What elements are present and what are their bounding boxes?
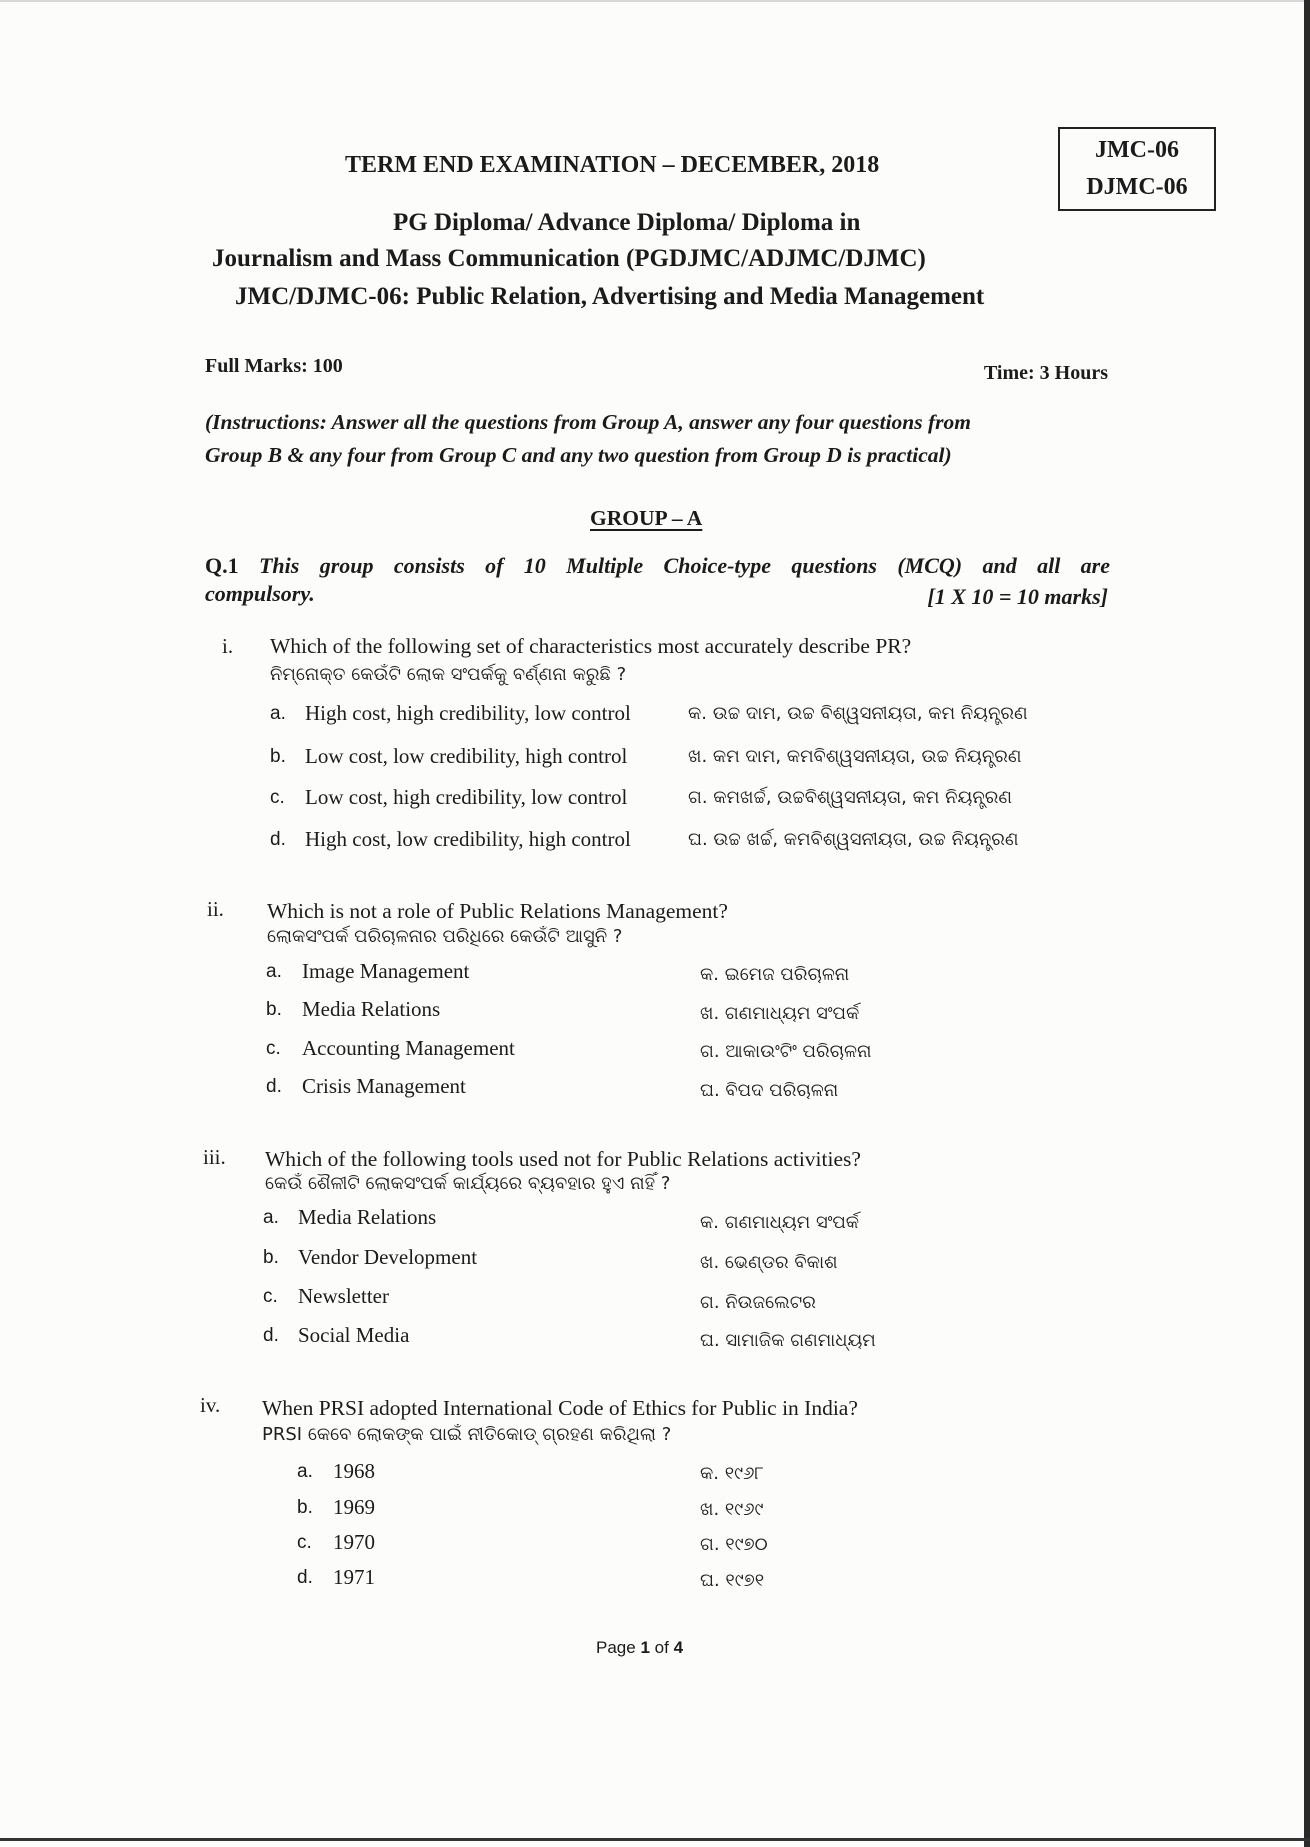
option-text-odia: ଖ. ଭେଣ୍ଡର ବିକାଶ bbox=[700, 1252, 838, 1273]
option-text: High cost, high credibility, low control bbox=[305, 701, 631, 725]
question-text-odia: ଲୋକସଂପର୍କ ପରିଚାଳନାର ପରିଧିରେ କେଉଁଟି ଆସୁନି ? bbox=[267, 926, 623, 947]
q1-label: Q.1 bbox=[205, 553, 239, 578]
program-line-2: Journalism and Mass Communication (PGDJMC/ADJMC/DJMC) bbox=[212, 245, 926, 272]
option-text-odia: ଘ. ଉଚ୍ଚ ଖର୍ଚ୍ଚ, କମବିଶ୍ୱସନୀୟତା, ଉଚ୍ଚ ନିୟନ୍ତ୍ରଣ bbox=[688, 829, 1019, 850]
option-text-odia: କ. ଇମେଜ ପରିଚାଳନା bbox=[700, 964, 850, 985]
q1-text-line-1: This group consists of 10 Multiple Choice-type questions (MCQ) and all are bbox=[258, 553, 1110, 578]
option-text: Low cost, high credibility, low control bbox=[305, 785, 628, 809]
paper-code-line-1: JMC-06 bbox=[1095, 137, 1179, 163]
option-text-odia: ଗ. ୧୯୭୦ bbox=[700, 1534, 768, 1555]
question-number: iii. bbox=[203, 1145, 226, 1169]
question-text-odia: PRSI କେବେ ଲୋକଙ୍କ ପାଇଁ ନୀତିକୋଡ୍ ଗ୍ରହଣ କରିଥିଲା ? bbox=[262, 1424, 672, 1445]
question-number: iv. bbox=[200, 1393, 221, 1417]
option-letter: d. bbox=[270, 829, 286, 850]
question-text: Which is not a role of Public Relations Management? bbox=[267, 899, 728, 923]
page-number: 1 bbox=[640, 1638, 650, 1657]
question-text-odia: କେଉଁ ଶୈଳୀଟି ଲୋକସଂପର୍କ କାର୍ଯ୍ୟରେ ବ୍ୟବହାର ହୁଏ ନାହିଁ ? bbox=[265, 1173, 671, 1194]
full-marks: Full Marks: 100 bbox=[205, 355, 343, 377]
scan-edge-right bbox=[1304, 0, 1310, 1847]
option-text: Accounting Management bbox=[302, 1036, 515, 1060]
exam-title: TERM END EXAMINATION – DECEMBER, 2018 bbox=[345, 152, 880, 178]
option-letter: a. bbox=[263, 1207, 279, 1228]
q1-text-line-2: compulsory. bbox=[205, 581, 315, 606]
question-text: Which of the following tools used not for Public Relations activities? bbox=[265, 1147, 861, 1171]
group-heading: GROUP – A bbox=[590, 506, 703, 530]
q1-marks: [1 X 10 = 10 marks] bbox=[927, 584, 1108, 609]
option-text: 1971 bbox=[333, 1565, 375, 1589]
option-text: Image Management bbox=[302, 959, 470, 983]
option-text-odia: ଖ. ଗଣମାଧ୍ୟମ ସଂପର୍କ bbox=[700, 1003, 860, 1024]
program-line-1: PG Diploma/ Advance Diploma/ Diploma in bbox=[393, 209, 861, 236]
option-text-odia: ଘ. ସାମାଜିକ ଗଣମାଧ୍ୟମ bbox=[700, 1330, 876, 1351]
option-letter: c. bbox=[266, 1038, 281, 1059]
page-footer bbox=[596, 1638, 683, 1658]
option-text-odia: ଖ. କମ ଦାମ, କମବିଶ୍ୱସନୀୟତା, ଉଚ୍ଚ ନିୟନ୍ତ୍ରଣ bbox=[688, 746, 1022, 767]
option-letter: c. bbox=[270, 787, 285, 808]
page-total: 4 bbox=[673, 1638, 684, 1657]
paper-code-box bbox=[1058, 127, 1216, 211]
option-text: Newsletter bbox=[298, 1284, 389, 1308]
option-text-odia: କ. ଉଚ୍ଚ ଦାମ, ଉଚ୍ଚ ବିଶ୍ୱସନୀୟତା, କମ ନିୟନ୍ତ୍ରଣ bbox=[688, 703, 1028, 724]
page-footer-prefix: Page bbox=[596, 1638, 636, 1657]
option-letter: d. bbox=[263, 1325, 279, 1346]
instructions-line-1: (Instructions: Answer all the questions from Group A, answer any four questions from bbox=[205, 410, 972, 434]
option-letter: a. bbox=[266, 961, 282, 982]
option-text: High cost, low credibility, high control bbox=[305, 827, 631, 851]
option-text-odia: ଘ. ବିପଦ ପରିଚାଳନା bbox=[700, 1080, 839, 1101]
option-text-odia: ଘ. ୧୯୭୧ bbox=[700, 1570, 765, 1591]
paper-code-line-2: DJMC-06 bbox=[1086, 174, 1188, 201]
option-text: Social Media bbox=[298, 1323, 410, 1347]
time-allowed: Time: 3 Hours bbox=[983, 362, 1108, 384]
option-text: Vendor Development bbox=[298, 1245, 478, 1269]
option-text: Low cost, low credibility, high control bbox=[305, 744, 628, 768]
option-letter: c. bbox=[297, 1532, 312, 1553]
question-number: i. bbox=[222, 634, 234, 658]
scan-edge-top bbox=[0, 0, 1310, 2]
option-text-odia: ଖ. ୧୯୬୯ bbox=[700, 1499, 764, 1520]
paper-title: JMC/DJMC-06: Public Relation, Advertising and Media Management bbox=[235, 283, 985, 310]
option-text-odia: ଗ. ନିଉଜଲେଟର bbox=[700, 1292, 816, 1313]
instructions-line-2: Group B & any four from Group C and any two question from Group D is practical) bbox=[205, 443, 952, 467]
option-text-odia: କ. ଗଣମାଧ୍ୟମ ସଂପର୍କ bbox=[700, 1212, 860, 1233]
option-letter: c. bbox=[263, 1286, 278, 1307]
option-letter: b. bbox=[263, 1247, 279, 1268]
option-letter: d. bbox=[297, 1567, 313, 1588]
option-text-odia: କ. ୧୯୬୮ bbox=[700, 1463, 764, 1484]
option-text-odia: ଗ. କମଖର୍ଚ୍ଚ, ଉଚ୍ଚବିଶ୍ୱସନୀୟତା, କମ ନିୟନ୍ତ୍ରଣ bbox=[688, 787, 1013, 808]
option-text: 1970 bbox=[333, 1530, 375, 1554]
option-letter: b. bbox=[297, 1497, 313, 1518]
question-text: When PRSI adopted International Code of Ethics for Public in India? bbox=[262, 1396, 858, 1420]
option-text-odia: ଗ. ଆକାଉଂଟିଂ ପରିଚାଳନା bbox=[700, 1041, 872, 1062]
option-letter: d. bbox=[266, 1076, 282, 1097]
scan-edge-bottom bbox=[0, 1838, 1310, 1841]
question-text-odia: ନିମ୍ନୋକ୍ତ କେଉଁଟି ଲୋକ ସଂପର୍କକୁ ବର୍ଣ୍ଣନା କରୁଛି ? bbox=[270, 664, 627, 685]
option-text: Media Relations bbox=[298, 1205, 437, 1229]
question-number: ii. bbox=[207, 897, 224, 921]
option-letter: a. bbox=[270, 703, 286, 724]
question-text: Which of the following set of characteristics most accurately describe PR? bbox=[270, 634, 912, 658]
option-text: 1969 bbox=[333, 1495, 375, 1519]
page-footer-of: of bbox=[654, 1638, 669, 1657]
option-letter: b. bbox=[266, 999, 282, 1020]
q1-statement-line-1 bbox=[205, 553, 1110, 579]
option-text: Media Relations bbox=[302, 997, 441, 1021]
option-text: Crisis Management bbox=[302, 1074, 466, 1098]
option-letter: a. bbox=[297, 1461, 313, 1482]
option-letter: b. bbox=[270, 746, 286, 767]
option-text: 1968 bbox=[333, 1459, 375, 1483]
